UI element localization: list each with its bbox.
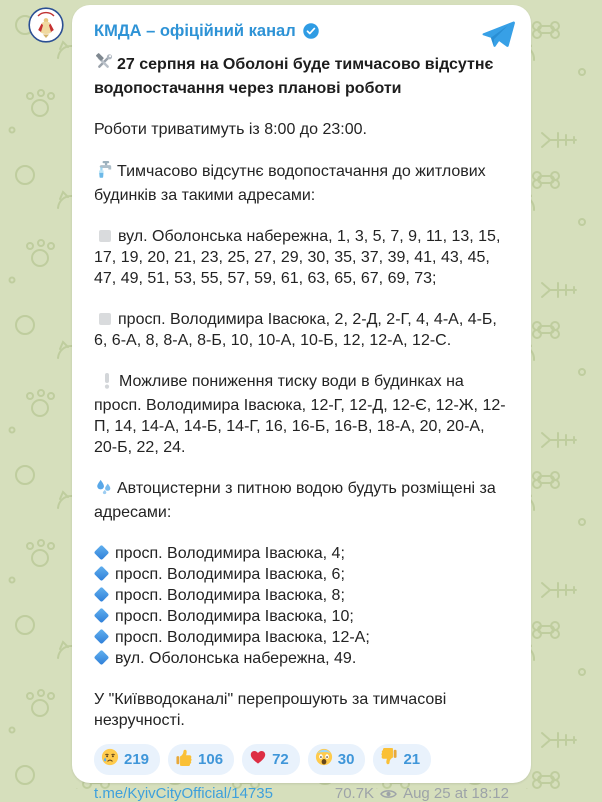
blue-diamond-icon [94, 566, 110, 582]
tankers-intro: Автоцистерни з питною водою будуть розміщені за адресами: [94, 480, 496, 521]
schedule-text: Роботи триватимуть із 8:00 до 23:00. [94, 121, 367, 138]
address-list-2: просп. Володимира Івасюка, 2, 2-Д, 2-Г, 4, 4-А, 4-Б, 6, 6-А, 8, 8-А, 8-Б, 10, 10-А, 10-Б, 12, 12-А, 12-С. [94, 311, 497, 349]
blue-diamond-icon [94, 650, 110, 666]
potable-water-faucet-icon [94, 160, 113, 185]
water-droplets-icon [94, 478, 113, 502]
water-point-row: просп. Володимира Івасюка, 6; [94, 564, 509, 585]
gray-square-icon [99, 313, 111, 325]
blue-diamond-icon [94, 629, 110, 645]
reaction-thumbs-down[interactable] [373, 744, 431, 775]
water-point-row: просп. Володимира Івасюка, 4; [94, 543, 509, 564]
message-body [94, 53, 509, 731]
reaction-count: 30 [337, 751, 355, 768]
reaction-count: 21 [403, 751, 421, 768]
reaction-count: 219 [124, 751, 150, 768]
water-point-row: просп. Володимира Івасюка, 10; [94, 606, 509, 627]
blue-diamond-icon [94, 545, 110, 561]
water-point-row: вул. Оболонська набережна, 49. [94, 648, 509, 669]
post-footer [94, 785, 509, 802]
water-points-list [94, 543, 509, 669]
gray-exclamation-icon [99, 372, 115, 395]
red-heart-icon [249, 748, 267, 771]
post-permalink[interactable]: t.me/KyivCityOfficial/14735 [94, 785, 273, 802]
post-title: 27 серпня на Оболоні буде тимчасово відсутнє водопостачання через планові роботи [94, 53, 509, 99]
blue-diamond-icon [94, 587, 110, 603]
water-point-row: просп. Володимира Івасюка, 12-А; [94, 627, 509, 648]
verified-badge-icon [302, 22, 320, 40]
pressure-note: Можливе пониження тиску води в будинках на просп. Володимира Івасюка, 12-Г, 12-Д, 12-Є, 12-Ж, 12-П, 14, 14-А, 14-Б, 14-Г, 16, 16-Б, 16-В, 18-А, 20, 20-А, 20-Б, 22, 24. [94, 373, 506, 456]
reaction-crying-face[interactable] [94, 744, 160, 775]
hammer-and-wrench-icon [94, 53, 113, 78]
post-header [94, 18, 509, 44]
post-bubble [72, 5, 531, 802]
blue-diamond-icon [94, 608, 110, 624]
apology-text: У "Київводоканалі" перепрошують за тимчасові незручності. [94, 691, 447, 729]
address-list-1: вул. Оболонська набережна, 1, 3, 5, 7, 9, 11, 13, 15, 17, 19, 20, 21, 23, 25, 27, 29, 30, 35, 37, 39, 41, 43, 45, 47, 49, 51, 53, 55, 57, 59, 61, 63, 65, 67, 69, 73; [94, 228, 501, 287]
view-count: 70.7K [334, 785, 375, 802]
thumbs-down-icon [380, 748, 398, 771]
reaction-thumbs-up[interactable] [168, 744, 234, 775]
channel-name[interactable]: КМДА – офіційний канал [94, 21, 296, 40]
channel-avatar[interactable] [28, 7, 64, 43]
eye-icon [380, 788, 397, 800]
screaming-face-icon [315, 748, 333, 771]
reaction-red-heart[interactable] [242, 744, 300, 775]
crying-face-icon [101, 748, 119, 771]
reaction-count: 106 [198, 751, 224, 768]
water-point-row: просп. Володимира Івасюка, 8; [94, 585, 509, 606]
reaction-count: 72 [272, 751, 289, 768]
gray-square-icon [99, 230, 111, 242]
share-paper-plane-icon[interactable] [481, 20, 515, 55]
reactions-bar [94, 744, 509, 775]
thumbs-up-icon [175, 748, 193, 771]
reaction-screaming-face[interactable] [308, 744, 366, 775]
outage-intro: Тимчасово відсутнє водопостачання до житлових будинків за такими адресами: [94, 160, 509, 206]
post-date: Aug 25 at 18:12 [403, 785, 509, 802]
